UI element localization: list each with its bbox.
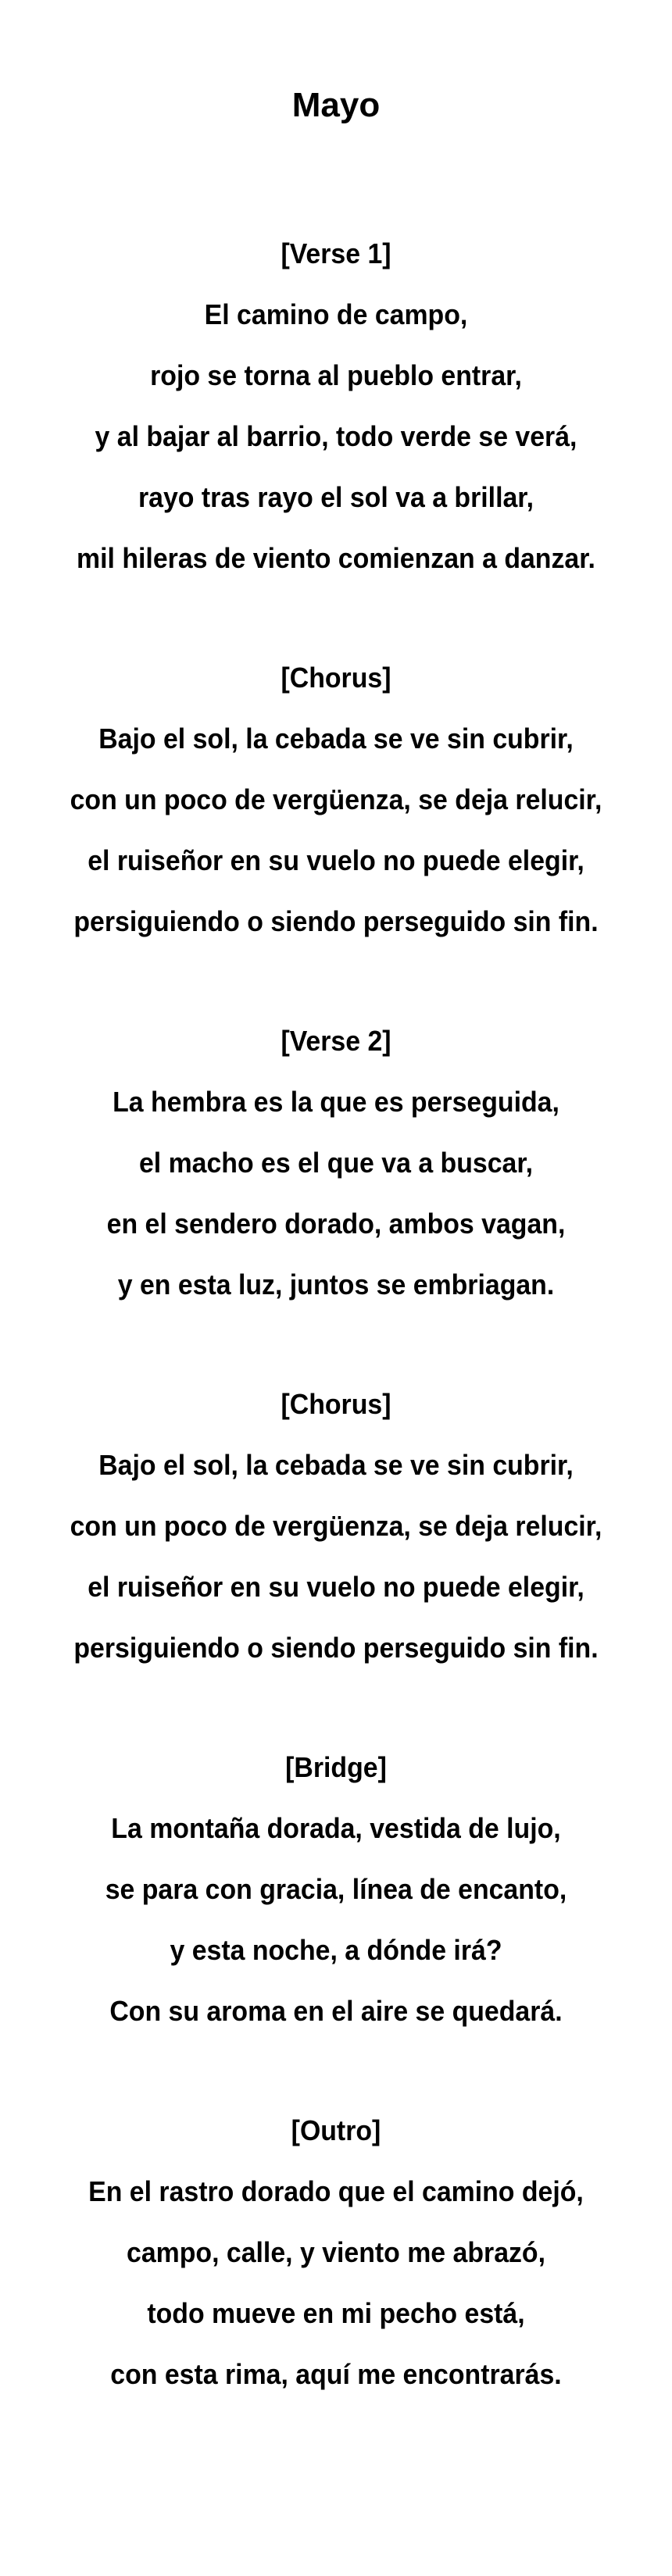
lyric-line: En el rastro dorado que el camino dejó, xyxy=(88,2175,584,2207)
lyric-line: con un poco de vergüenza, se deja relucir, xyxy=(70,1510,602,1542)
lyrics-page xyxy=(0,77,672,2405)
lyric-line: Con su aroma en el aire se quedará. xyxy=(109,1995,563,2027)
lyric-line: El camino de campo, xyxy=(204,298,468,330)
section-label: [Verse 2] xyxy=(281,1025,391,1057)
section-outro xyxy=(0,2100,672,2405)
lyric-line: y en esta luz, juntos se embriagan. xyxy=(117,1268,555,1300)
lyric-line: persiguiendo o siendo perseguido sin fin. xyxy=(73,905,599,937)
song-title: Mayo xyxy=(291,86,381,124)
lyric-line: Bajo el sol, la cebada se ve sin cubrir, xyxy=(98,1449,574,1481)
lyric-line: mil hileras de viento comienzan a danzar. xyxy=(77,542,595,574)
lyric-line: y esta noche, a dónde irá? xyxy=(170,1934,502,1966)
lyric-line: todo mueve en mi pecho está, xyxy=(147,2297,525,2329)
lyric-line: La hembra es la que es perseguida, xyxy=(113,1086,559,1118)
section-verse-1 xyxy=(0,223,672,589)
lyric-line: rayo tras rayo el sol va a brillar, xyxy=(138,481,534,513)
section-label: [Verse 1] xyxy=(281,237,391,269)
lyric-line: rojo se torna al pueblo entrar, xyxy=(150,359,522,391)
section-label: [Outro] xyxy=(291,2114,381,2146)
lyric-line: el ruiseñor en su vuelo no puede elegir, xyxy=(88,844,584,876)
section-bridge xyxy=(0,1737,672,2042)
lyric-line: con un poco de vergüenza, se deja relucir, xyxy=(70,783,602,815)
section-verse-2 xyxy=(0,1011,672,1315)
lyric-line: el ruiseñor en su vuelo no puede elegir, xyxy=(88,1571,584,1603)
section-label: [Chorus] xyxy=(281,1388,391,1420)
lyric-line: se para con gracia, línea de encanto, xyxy=(105,1873,567,1905)
lyric-line: La montaña dorada, vestida de lujo, xyxy=(111,1812,561,1844)
lyric-line: con esta rima, aquí me encontrarás. xyxy=(110,2358,562,2390)
lyric-line: campo, calle, y viento me abrazó, xyxy=(126,2236,546,2268)
lyric-line: el macho es el que va a buscar, xyxy=(138,1147,534,1179)
lyric-line: en el sendero dorado, ambos vagan, xyxy=(106,1208,566,1240)
section-chorus-1 xyxy=(0,648,672,952)
lyric-line: Bajo el sol, la cebada se ve sin cubrir, xyxy=(98,722,574,755)
section-label: [Chorus] xyxy=(281,662,391,694)
lyric-line: persiguiendo o siendo perseguido sin fin. xyxy=(73,1632,599,1664)
lyric-line: y al bajar al barrio, todo verde se verá, xyxy=(95,420,577,452)
section-chorus-2 xyxy=(0,1374,672,1679)
section-label: [Bridge] xyxy=(285,1751,387,1783)
